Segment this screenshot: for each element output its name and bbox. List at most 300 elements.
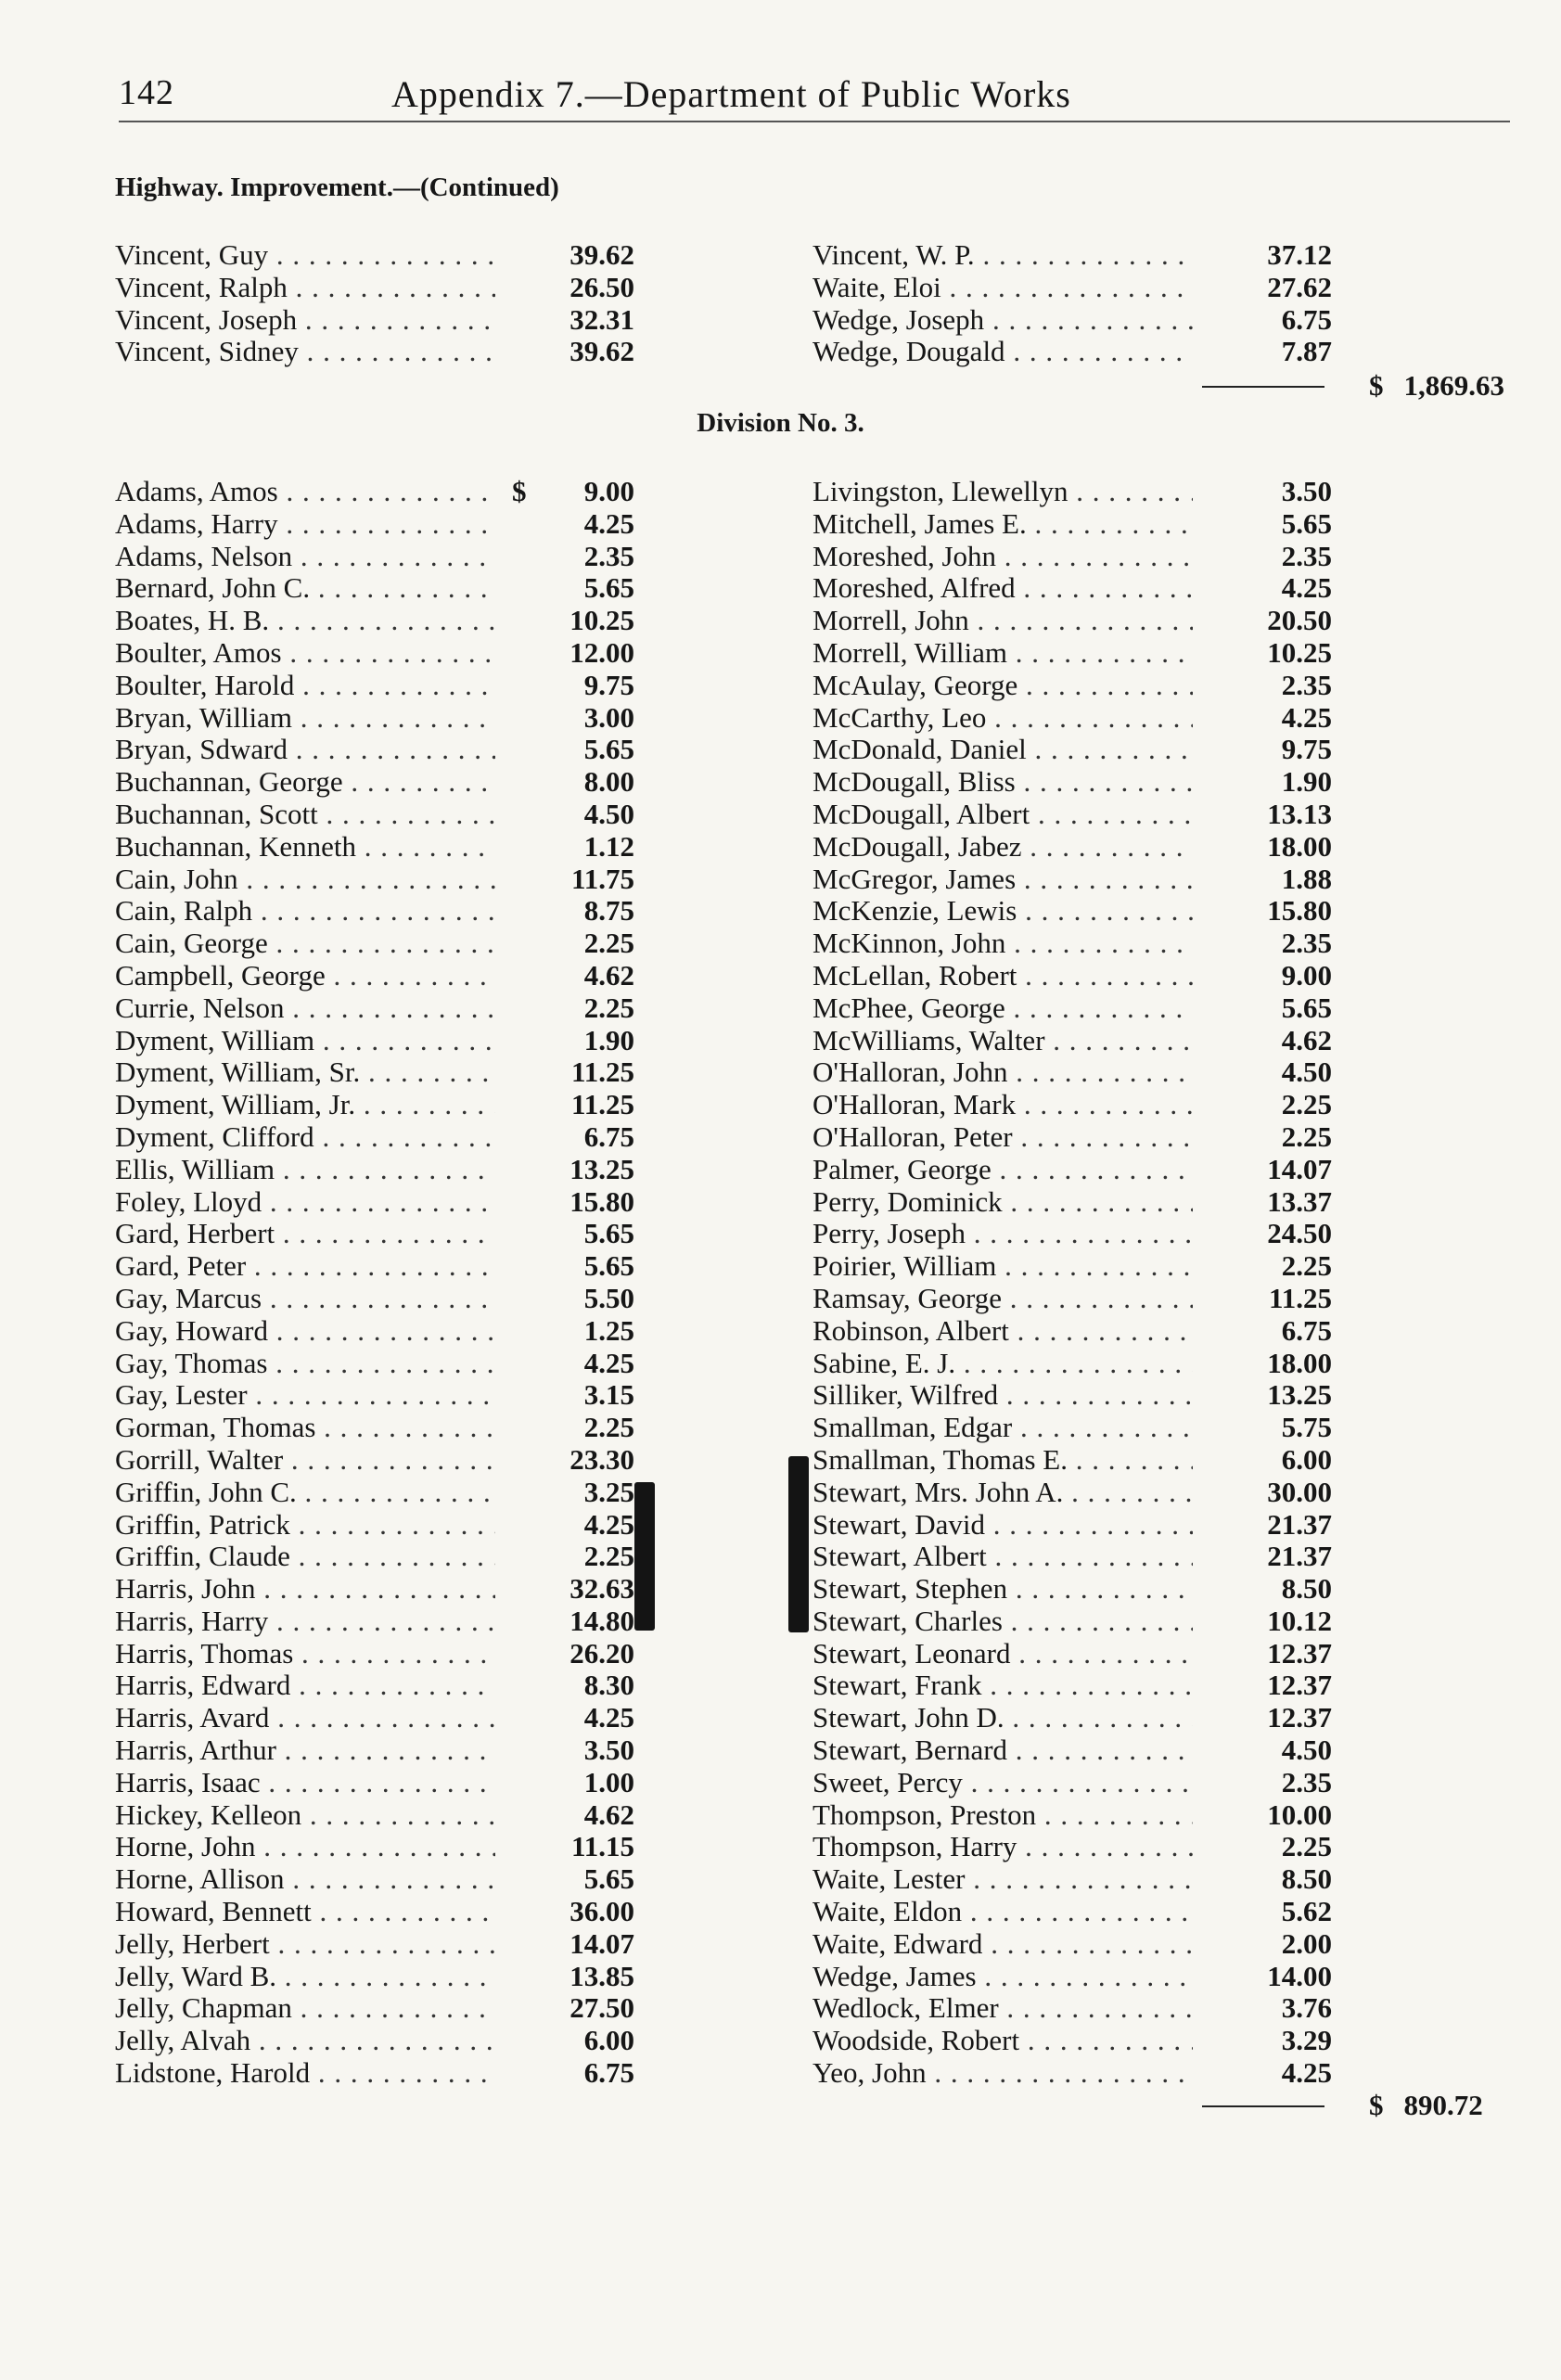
division-heading: Division No. 3. — [697, 408, 864, 438]
payment-amount: 3.50 — [1281, 475, 1332, 507]
payment-amount: 1.90 — [1281, 765, 1332, 799]
list-item — [812, 1477, 1332, 1509]
list-item — [115, 702, 634, 735]
payee-name: Cain, Ralph . . . — [115, 895, 495, 928]
payee-name: Boates, H. B. . . . — [115, 605, 495, 637]
payment-amount: 1.00 — [583, 1765, 634, 1798]
payee-name: Gay, Marcus . . . — [115, 1283, 495, 1315]
payment-amount: 4.62 — [583, 958, 634, 992]
payee-name: Thompson, Harry . . . — [812, 1831, 1193, 1863]
list-item — [115, 637, 634, 670]
payee-name: Harris, Avard . . . — [115, 1702, 495, 1734]
list-item — [115, 605, 634, 637]
payee-name: Stewart, Stephen . . . — [812, 1573, 1193, 1606]
payee-name: Waite, Eldon . . . — [812, 1896, 1193, 1928]
list-item — [115, 1379, 634, 1412]
payee-name: Waite, Edward . . . — [812, 1928, 1193, 1961]
payment-amount: 5.62 — [1281, 1895, 1332, 1928]
payment-amount: 13.85 — [569, 1959, 634, 1992]
payee-name: Moreshed, Alfred . . . — [812, 572, 1193, 605]
payment-amount: 4.25 — [583, 506, 634, 540]
payee-name: Harris, Harry . . . — [115, 1606, 495, 1638]
payee-name: Silliker, Wilfred . . . — [812, 1379, 1193, 1412]
payee-name: Dyment, William . . . — [115, 1025, 495, 1057]
payment-amount: 32.31 — [569, 302, 634, 336]
payment-amount: 2.25 — [583, 1411, 634, 1444]
list-item — [115, 864, 634, 896]
list-item — [812, 336, 1332, 368]
list-item — [115, 1477, 634, 1509]
payment-amount: 2.35 — [1281, 927, 1332, 960]
continued-total-amount: 1,869.63 — [1403, 369, 1504, 402]
division-left-column — [115, 476, 634, 2090]
list-item — [812, 1283, 1332, 1315]
list-item — [812, 605, 1332, 637]
payee-name: Gard, Peter . . . — [115, 1250, 495, 1283]
list-item — [812, 304, 1332, 337]
list-item — [812, 1799, 1332, 1832]
list-item — [115, 1444, 634, 1477]
payment-amount: 4.50 — [1281, 1734, 1332, 1767]
list-item — [812, 541, 1332, 573]
payment-amount: 1.90 — [583, 1023, 634, 1056]
list-item — [812, 1186, 1332, 1219]
payment-amount: 10.00 — [1267, 1798, 1332, 1831]
payment-amount: 10.12 — [1267, 1604, 1332, 1637]
list-item — [115, 734, 634, 766]
list-item — [812, 1863, 1332, 1896]
payee-name: Jelly, Alvah . . . — [115, 2025, 495, 2057]
list-item — [812, 2025, 1332, 2057]
page-number: 142 — [119, 73, 174, 112]
payee-name: Harris, Arthur . . . — [115, 1734, 495, 1767]
list-item — [812, 476, 1332, 508]
payment-amount: 6.75 — [1281, 302, 1332, 336]
payment-amount: 1.12 — [583, 829, 634, 863]
payment-amount: 13.25 — [1267, 1378, 1332, 1412]
payment-amount: 8.50 — [1281, 1572, 1332, 1606]
payment-amount: 2.25 — [583, 991, 634, 1024]
payee-name: Mitchell, James E. . . . — [812, 508, 1193, 541]
list-item — [812, 1541, 1332, 1573]
division-total-symbol: $ — [1369, 2089, 1384, 2121]
payee-name: McDougall, Bliss . . . — [812, 766, 1193, 799]
payee-name: Currie, Nelson . . . — [115, 992, 495, 1025]
payment-amount: 6.75 — [583, 2056, 634, 2090]
payee-name: Wedge, Dougald . . . — [812, 336, 1193, 368]
payee-name: Yeo, John . . . — [812, 2057, 1193, 2090]
payment-amount: 15.80 — [1267, 894, 1332, 928]
payee-name: O'Halloran, John . . . — [812, 1056, 1193, 1089]
payment-amount: 4.62 — [1281, 1023, 1332, 1056]
payment-amount: 4.50 — [583, 797, 634, 830]
list-item — [115, 1089, 634, 1121]
list-item — [115, 1509, 634, 1542]
list-item — [115, 2025, 634, 2057]
payee-name: Adams, Harry . . . — [115, 508, 495, 541]
payee-name: Poirier, William . . . — [812, 1250, 1193, 1283]
payment-amount: 5.65 — [583, 1862, 634, 1896]
payment-amount: 9.75 — [1281, 733, 1332, 766]
list-item — [812, 1089, 1332, 1121]
payee-name: McCarthy, Leo . . . — [812, 702, 1193, 735]
payment-amount: 10.25 — [569, 604, 634, 637]
list-item — [115, 1348, 634, 1380]
payment-amount: 39.62 — [569, 335, 634, 368]
list-item — [115, 831, 634, 864]
payment-amount: 3.25 — [583, 1475, 634, 1508]
list-item — [812, 702, 1332, 735]
payee-name: Thompson, Preston . . . — [812, 1799, 1193, 1832]
payment-amount: 27.50 — [569, 1991, 634, 2025]
payee-name: Stewart, Mrs. John A. . . . — [812, 1477, 1193, 1509]
payment-amount: 8.50 — [1281, 1862, 1332, 1896]
payment-amount: 13.25 — [569, 1152, 634, 1185]
list-item — [812, 1831, 1332, 1863]
payee-name: Adams, Nelson . . . — [115, 541, 495, 573]
list-item — [812, 1573, 1332, 1606]
payment-amount: 39.62 — [569, 238, 634, 271]
list-item — [812, 831, 1332, 864]
payee-name: Morrell, William . . . — [812, 637, 1193, 670]
list-item — [115, 239, 634, 272]
payee-name: Harris, John . . . — [115, 1573, 495, 1606]
payee-name: O'Halloran, Peter . . . — [812, 1121, 1193, 1154]
payee-name: Boulter, Amos . . . — [115, 637, 495, 670]
list-item — [812, 1896, 1332, 1928]
list-item — [812, 508, 1332, 541]
payee-name: Horne, John . . . — [115, 1831, 495, 1863]
payee-name: Gorman, Thomas . . . — [115, 1412, 495, 1444]
list-item — [115, 1250, 634, 1283]
running-title: Appendix 7.—Department of Public Works — [391, 73, 1071, 115]
payment-amount: 11.25 — [570, 1056, 634, 1089]
payment-amount: 3.76 — [1281, 1991, 1332, 2025]
payee-name: Wedge, Joseph . . . — [812, 304, 1193, 337]
payment-amount: 13.37 — [1267, 1184, 1332, 1218]
list-item — [115, 1606, 634, 1638]
list-item — [115, 1734, 634, 1767]
payee-name: Perry, Joseph . . . — [812, 1218, 1193, 1250]
payment-amount: 6.75 — [1281, 1313, 1332, 1347]
list-item — [812, 766, 1332, 799]
list-item — [115, 1315, 634, 1348]
list-item — [812, 2057, 1332, 2090]
list-item — [115, 1928, 634, 1961]
list-item — [115, 1025, 634, 1057]
payment-amount: 2.25 — [1281, 1120, 1332, 1153]
payee-name: McDougall, Albert . . . — [812, 799, 1193, 831]
payee-name: Dyment, William, Jr. . . . — [115, 1089, 495, 1121]
payee-name: Sabine, E. J. . . . — [812, 1348, 1193, 1380]
payee-name: Bryan, Sdward . . . — [115, 734, 495, 766]
payment-amount: 14.07 — [1267, 1152, 1332, 1185]
payee-name: McLellan, Robert . . . — [812, 960, 1193, 992]
list-item — [812, 799, 1332, 831]
list-item — [812, 1961, 1332, 1993]
list-item — [115, 670, 634, 702]
payee-name: Perry, Dominick . . . — [812, 1186, 1193, 1219]
payment-amount: 11.25 — [1268, 1281, 1332, 1314]
payee-name: Smallman, Thomas E. . . . — [812, 1444, 1193, 1477]
payment-amount: 2.25 — [1281, 1830, 1332, 1863]
payment-amount: 2.25 — [583, 1540, 634, 1573]
payee-name: Stewart, John D. . . . — [812, 1702, 1193, 1734]
list-item — [115, 541, 634, 573]
payee-name: McKenzie, Lewis . . . — [812, 895, 1193, 928]
payment-amount: 9.00 — [1281, 958, 1332, 992]
payee-name: Stewart, Bernard . . . — [812, 1734, 1193, 1767]
payment-amount: 1.25 — [583, 1313, 634, 1347]
list-item — [812, 960, 1332, 992]
payee-name: Buchannan, Scott . . . — [115, 799, 495, 831]
list-item — [115, 508, 634, 541]
list-item — [115, 766, 634, 799]
continued-total-rule — [1202, 386, 1324, 388]
list-item — [115, 1702, 634, 1734]
list-item — [812, 1992, 1332, 2025]
payee-name: Jelly, Chapman . . . — [115, 1992, 495, 2025]
list-item — [115, 1121, 634, 1154]
payment-amount: 15.80 — [569, 1184, 634, 1218]
payee-name: Griffin, Patrick . . . — [115, 1509, 495, 1542]
payment-amount: 14.80 — [569, 1604, 634, 1637]
list-item — [115, 1573, 634, 1606]
payee-name: Stewart, Albert . . . — [812, 1541, 1193, 1573]
payment-amount: 4.50 — [1281, 1056, 1332, 1089]
payment-amount: 3.00 — [583, 700, 634, 734]
list-item — [115, 336, 634, 368]
payment-amount: 7.87 — [1281, 335, 1332, 368]
payment-amount: 5.75 — [1281, 1411, 1332, 1444]
margin-mark-right — [788, 1456, 809, 1632]
payment-amount: 5.65 — [583, 1249, 634, 1283]
payee-name: McDonald, Daniel . . . — [812, 734, 1193, 766]
payment-amount: 36.00 — [569, 1895, 634, 1928]
payee-name: Harris, Edward . . . — [115, 1670, 495, 1702]
payee-name: Palmer, George . . . — [812, 1154, 1193, 1186]
payee-name: Harris, Thomas . . . — [115, 1638, 495, 1670]
payee-name: Boulter, Harold . . . — [115, 670, 495, 702]
payment-amount: 21.37 — [1267, 1540, 1332, 1573]
list-item — [812, 992, 1332, 1025]
payee-name: Gay, Thomas . . . — [115, 1348, 495, 1380]
payment-amount: 5.50 — [583, 1281, 634, 1314]
list-item — [812, 895, 1332, 928]
payment-amount: 20.50 — [1267, 604, 1332, 637]
payment-amount: 12.37 — [1267, 1701, 1332, 1734]
payee-name: Gard, Herbert . . . — [115, 1218, 495, 1250]
payee-name: Vincent, Ralph . . . — [115, 272, 495, 304]
payment-amount: 18.00 — [1267, 1346, 1332, 1379]
payee-name: McWilliams, Walter . . . — [812, 1025, 1193, 1057]
payment-amount: 9.75 — [583, 668, 634, 701]
payment-amount: 8.00 — [583, 765, 634, 799]
payee-name: McAulay, George . . . — [812, 670, 1193, 702]
payment-amount: 4.25 — [583, 1701, 634, 1734]
payee-name: Stewart, Frank . . . — [812, 1670, 1193, 1702]
payment-amount: 8.30 — [583, 1669, 634, 1702]
payee-name: Cain, John . . . — [115, 864, 495, 896]
list-item — [812, 1154, 1332, 1186]
list-item — [115, 1154, 634, 1186]
payment-amount: 3.15 — [583, 1378, 634, 1412]
payee-name: Howard, Bennett . . . — [115, 1896, 495, 1928]
list-item — [115, 2057, 634, 2090]
payment-amount: 12.37 — [1267, 1669, 1332, 1702]
payee-name: Stewart, Leonard . . . — [812, 1638, 1193, 1670]
payee-name: McKinnon, John . . . — [812, 928, 1193, 960]
list-item — [115, 1961, 634, 1993]
payee-name: Woodside, Robert . . . — [812, 2025, 1193, 2057]
division-right-column — [812, 476, 1332, 2090]
payment-amount: 5.65 — [583, 1217, 634, 1250]
list-item — [115, 1638, 634, 1670]
payment-amount: 32.63 — [569, 1572, 634, 1606]
payee-name: Jelly, Herbert . . . — [115, 1928, 495, 1961]
payee-name: Vincent, W. P. . . . — [812, 239, 1193, 272]
payment-amount: 26.20 — [569, 1636, 634, 1670]
continued-right-column — [812, 239, 1332, 368]
payee-name: Robinson, Albert . . . — [812, 1315, 1193, 1348]
payee-name: O'Halloran, Mark . . . — [812, 1089, 1193, 1121]
payee-name: Livingston, Llewellyn . . . — [812, 476, 1193, 508]
division-total — [1369, 2089, 1483, 2122]
payee-name: Jelly, Ward B. . . . — [115, 1961, 495, 1993]
payment-amount: 6.75 — [583, 1120, 634, 1153]
list-item — [115, 992, 634, 1025]
payee-name: Hickey, Kelleon . . . — [115, 1799, 495, 1832]
payee-name: Horne, Allison . . . — [115, 1863, 495, 1896]
payment-amount: 2.35 — [1281, 539, 1332, 572]
division-total-rule — [1202, 2105, 1324, 2107]
payment-amount: 2.25 — [1281, 1249, 1332, 1283]
payee-name: McPhee, George . . . — [812, 992, 1193, 1025]
continued-total — [1369, 369, 1504, 403]
list-item — [115, 1992, 634, 2025]
payment-amount: 13.13 — [1267, 797, 1332, 830]
list-item — [115, 799, 634, 831]
list-item — [812, 239, 1332, 272]
list-item — [115, 928, 634, 960]
payee-name: Gorrill, Walter . . . — [115, 1444, 495, 1477]
list-item — [812, 1444, 1332, 1477]
payee-name: McDougall, Jabez . . . — [812, 831, 1193, 864]
payee-name: Buchannan, George . . . — [115, 766, 495, 799]
payment-amount: 5.65 — [1281, 991, 1332, 1024]
payment-amount: 9.00 — [583, 475, 634, 507]
payee-name: Dyment, William, Sr. . . . — [115, 1056, 495, 1089]
list-item — [115, 476, 634, 508]
currency-symbol: $ — [512, 475, 527, 507]
division-total-amount: 890.72 — [1403, 2089, 1483, 2121]
list-item — [812, 1315, 1332, 1348]
list-item — [812, 1218, 1332, 1250]
payee-name: Smallman, Edgar . . . — [812, 1412, 1193, 1444]
list-item — [115, 1670, 634, 1702]
list-item — [812, 1702, 1332, 1734]
list-item — [115, 1056, 634, 1089]
list-item — [812, 1638, 1332, 1670]
list-item — [812, 1056, 1332, 1089]
payment-amount: 5.65 — [583, 733, 634, 766]
payment-amount: 23.30 — [569, 1442, 634, 1476]
list-item — [812, 1509, 1332, 1542]
payment-amount: 3.29 — [1281, 2024, 1332, 2057]
payee-name: Gay, Lester . . . — [115, 1379, 495, 1412]
payee-name: Vincent, Sidney . . . — [115, 336, 495, 368]
list-item — [812, 1734, 1332, 1767]
payment-amount: 26.50 — [569, 270, 634, 303]
list-item — [812, 1121, 1332, 1154]
payment-amount: 11.25 — [570, 1088, 634, 1121]
payee-name: Sweet, Percy . . . — [812, 1767, 1193, 1799]
payment-amount: 4.62 — [583, 1798, 634, 1831]
payee-name: Harris, Isaac . . . — [115, 1767, 495, 1799]
payment-amount: 4.25 — [583, 1507, 634, 1541]
list-item — [812, 1670, 1332, 1702]
payment-amount: 2.00 — [1281, 1926, 1332, 1960]
payee-name: Waite, Eloi . . . — [812, 272, 1193, 304]
payee-name: Griffin, John C. . . . — [115, 1477, 495, 1509]
payment-amount: 2.35 — [1281, 1765, 1332, 1798]
payee-name: Stewart, Charles . . . — [812, 1606, 1193, 1638]
payee-name: Lidstone, Harold . . . — [115, 2057, 495, 2090]
payment-amount: 24.50 — [1267, 1217, 1332, 1250]
payment-amount: 8.75 — [583, 894, 634, 928]
list-item — [115, 572, 634, 605]
list-item — [812, 734, 1332, 766]
list-item — [812, 1025, 1332, 1057]
payment-amount: 2.35 — [1281, 668, 1332, 701]
list-item — [812, 1767, 1332, 1799]
list-item — [812, 1379, 1332, 1412]
payee-name: Waite, Lester . . . — [812, 1863, 1193, 1896]
payee-name: Vincent, Guy . . . — [115, 239, 495, 272]
payment-amount: 5.65 — [583, 571, 634, 605]
payee-name: Campbell, George . . . — [115, 960, 495, 992]
payment-amount: 12.00 — [569, 635, 634, 669]
list-item — [812, 1928, 1332, 1961]
list-item — [812, 928, 1332, 960]
continued-left-column — [115, 239, 634, 368]
list-item — [115, 1186, 634, 1219]
payment-amount: 18.00 — [1267, 829, 1332, 863]
payee-name: Foley, Lloyd . . . — [115, 1186, 495, 1219]
payment-amount: 11.15 — [570, 1830, 634, 1863]
page-header — [119, 65, 1510, 122]
payment-amount: 21.37 — [1267, 1507, 1332, 1541]
payee-name: Moreshed, John . . . — [812, 541, 1193, 573]
list-item — [812, 1348, 1332, 1380]
payee-name: Ellis, William . . . — [115, 1154, 495, 1186]
payee-name: Bryan, William . . . — [115, 702, 495, 735]
list-item — [115, 1283, 634, 1315]
list-item — [115, 272, 634, 304]
payment-amount: 2.25 — [583, 927, 634, 960]
payment-amount: 12.37 — [1267, 1636, 1332, 1670]
payment-amount: 10.25 — [1267, 635, 1332, 669]
section-heading: Highway. Improvement.—(Continued) — [115, 173, 559, 202]
payee-name: Bernard, John C. . . . — [115, 572, 495, 605]
payment-amount: 11.75 — [570, 862, 634, 895]
list-item — [812, 670, 1332, 702]
payment-amount: 37.12 — [1267, 238, 1332, 271]
list-item — [115, 304, 634, 337]
payee-name: Ramsay, George . . . — [812, 1283, 1193, 1315]
payment-amount: 14.07 — [569, 1926, 634, 1960]
payment-amount: 4.25 — [583, 1346, 634, 1379]
